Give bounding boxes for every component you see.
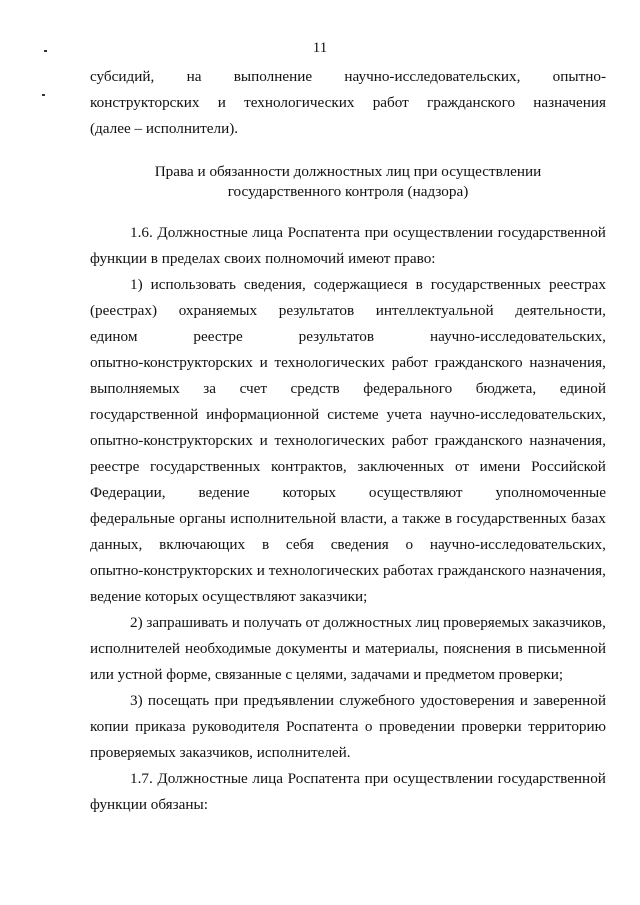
text-line bbox=[90, 324, 606, 350]
word: исполнительной bbox=[230, 510, 337, 527]
word: учета bbox=[386, 406, 423, 423]
word: заказчиков, bbox=[532, 614, 606, 631]
word: заверенной bbox=[533, 692, 606, 709]
word: системе bbox=[327, 406, 379, 423]
word: Федерации, bbox=[90, 484, 166, 501]
paragraph bbox=[90, 766, 606, 818]
word: проверки bbox=[461, 718, 522, 735]
word: использовать bbox=[150, 276, 236, 293]
document-body bbox=[90, 64, 606, 818]
word: работах bbox=[383, 562, 434, 579]
word: технологических bbox=[274, 432, 385, 449]
word: удостоверения bbox=[420, 692, 515, 709]
word: едином bbox=[90, 328, 138, 345]
word: в bbox=[515, 640, 523, 657]
word: и bbox=[231, 614, 240, 631]
word: и bbox=[259, 432, 268, 449]
word: работ bbox=[391, 432, 428, 449]
word: посещать bbox=[147, 692, 210, 709]
word: субсидий, bbox=[90, 68, 155, 85]
word: назначения, bbox=[529, 354, 606, 371]
word: органы bbox=[179, 510, 226, 527]
text-line bbox=[90, 64, 606, 90]
text-line bbox=[90, 298, 606, 324]
text-line bbox=[90, 688, 606, 714]
word: ведение bbox=[198, 484, 250, 501]
word: о bbox=[405, 536, 414, 553]
word: 1.6. bbox=[130, 224, 153, 241]
word: назначения, bbox=[529, 562, 606, 579]
word: реестре bbox=[90, 458, 140, 475]
page-number: 11 bbox=[312, 40, 328, 56]
word: приказа bbox=[135, 718, 186, 735]
word: 1.7. bbox=[130, 770, 153, 787]
word: деятельности, bbox=[515, 302, 606, 319]
word: счет bbox=[239, 380, 268, 397]
word: материалы, bbox=[365, 640, 439, 657]
word: от bbox=[454, 458, 469, 475]
text-line bbox=[90, 90, 606, 116]
text-line bbox=[90, 350, 606, 376]
word: уполномоченные bbox=[495, 484, 606, 501]
word: о bbox=[364, 718, 373, 735]
word: заключенных bbox=[357, 458, 445, 475]
text-line bbox=[90, 480, 606, 506]
word: назначения, bbox=[529, 432, 606, 449]
scan-mark bbox=[42, 94, 45, 96]
word: федерального bbox=[363, 380, 453, 397]
word: и bbox=[256, 562, 265, 579]
word: интеллектуальной bbox=[375, 302, 494, 319]
word: также bbox=[402, 510, 441, 527]
text-line bbox=[90, 636, 606, 662]
word: лиц bbox=[415, 614, 440, 631]
paragraph bbox=[90, 688, 606, 766]
word: конструкторских bbox=[90, 94, 200, 111]
word: власти, bbox=[340, 510, 388, 527]
word: (реестрах) bbox=[90, 302, 158, 319]
word: при bbox=[364, 770, 389, 787]
word: Российской bbox=[531, 458, 606, 475]
word: включающих bbox=[159, 536, 246, 553]
word: осуществляют bbox=[368, 484, 463, 501]
word: запрашивать bbox=[146, 614, 229, 631]
text-line bbox=[90, 610, 606, 636]
text-line: проверяемых заказчиков, исполнителей. bbox=[90, 744, 351, 761]
word: результатов bbox=[278, 302, 355, 319]
word: в bbox=[444, 510, 453, 527]
scan-mark bbox=[44, 50, 47, 52]
word: 3) bbox=[130, 692, 143, 709]
word: сведения, bbox=[243, 276, 306, 293]
word: гражданского bbox=[434, 432, 523, 449]
word: письменной bbox=[527, 640, 606, 657]
text-line bbox=[90, 428, 606, 454]
word: работ bbox=[391, 354, 428, 371]
word: опытно- bbox=[552, 68, 606, 85]
word: опытно-конструкторских bbox=[90, 354, 253, 371]
word: государственной bbox=[497, 224, 606, 241]
word: Должностные bbox=[157, 224, 248, 241]
word: которых bbox=[282, 484, 336, 501]
word: проведении bbox=[379, 718, 455, 735]
word: руководителя bbox=[192, 718, 280, 735]
word: Роспатента bbox=[287, 224, 360, 241]
word: документы bbox=[276, 640, 348, 657]
text-line bbox=[90, 376, 606, 402]
word: гражданского bbox=[427, 94, 516, 111]
word: государственных bbox=[456, 510, 567, 527]
text-line: функции обязаны: bbox=[90, 796, 208, 813]
word: на bbox=[186, 68, 202, 85]
word: необходимые bbox=[184, 640, 272, 657]
word: федеральные bbox=[90, 510, 175, 527]
word: результатов bbox=[298, 328, 375, 345]
text-line: ведение которых осуществляют заказчики; bbox=[90, 588, 368, 605]
word: копии bbox=[90, 718, 129, 735]
word: охраняемых bbox=[178, 302, 258, 319]
text-line bbox=[90, 402, 606, 428]
text-line bbox=[90, 272, 606, 298]
section-heading bbox=[90, 162, 606, 202]
text-line: (далее – исполнители). bbox=[90, 120, 239, 137]
word: территорию bbox=[528, 718, 606, 735]
word: проверяемых bbox=[443, 614, 529, 631]
text-line bbox=[90, 714, 606, 740]
word: а bbox=[391, 510, 399, 527]
word: научно-исследовательских, bbox=[344, 68, 521, 85]
paragraph bbox=[90, 610, 606, 688]
word: научно-исследовательских, bbox=[429, 536, 606, 553]
word: содержащиеся bbox=[313, 276, 408, 293]
word: Должностные bbox=[157, 770, 248, 787]
text-line bbox=[90, 454, 606, 480]
text-line bbox=[90, 220, 606, 246]
word: и bbox=[352, 640, 361, 657]
text-line bbox=[90, 532, 606, 558]
word: технологических bbox=[274, 354, 385, 371]
paragraph bbox=[90, 220, 606, 272]
word: базах bbox=[571, 510, 606, 527]
word: в bbox=[415, 276, 423, 293]
word: данных, bbox=[90, 536, 143, 553]
word: и bbox=[217, 94, 226, 111]
word: осуществлении bbox=[393, 224, 494, 241]
word: научно-исследовательских, bbox=[429, 328, 606, 345]
word: назначения bbox=[533, 94, 606, 111]
word: научно-исследовательских, bbox=[429, 406, 606, 423]
word: бюджета, bbox=[475, 380, 537, 397]
word: лица bbox=[252, 224, 283, 241]
word: технологических bbox=[268, 562, 380, 579]
word: и bbox=[259, 354, 268, 371]
word: информационной bbox=[206, 406, 320, 423]
word: опытно-конструкторских bbox=[90, 432, 253, 449]
word: служебного bbox=[339, 692, 415, 709]
word: Роспатента bbox=[287, 770, 360, 787]
word: выполняемых bbox=[90, 380, 180, 397]
heading-line: Права и обязанности должностных лиц при осуществлении bbox=[154, 163, 542, 180]
word: государственной bbox=[497, 770, 606, 787]
paragraph bbox=[90, 64, 606, 142]
word: за bbox=[203, 380, 217, 397]
word: и bbox=[519, 692, 528, 709]
text-line bbox=[90, 506, 606, 532]
word: гражданского bbox=[437, 562, 526, 579]
word: имени bbox=[479, 458, 521, 475]
paragraph bbox=[90, 272, 606, 610]
word: получать bbox=[243, 614, 302, 631]
word: должностных bbox=[323, 614, 412, 631]
word: контрактов, bbox=[271, 458, 347, 475]
word: от bbox=[305, 614, 320, 631]
word: реестрах bbox=[549, 276, 606, 293]
word: осуществлении bbox=[393, 770, 494, 787]
text-line bbox=[90, 558, 606, 584]
word: себя bbox=[285, 536, 314, 553]
word: работ bbox=[372, 94, 409, 111]
heading-line: государственного контроля (надзора) bbox=[227, 183, 469, 200]
text-line: или устной форме, связанные с целями, задачами и предметом проверки; bbox=[90, 666, 564, 683]
word: в bbox=[261, 536, 270, 553]
word: опытно-конструкторских bbox=[90, 562, 253, 579]
word: 1) bbox=[130, 276, 143, 293]
text-line bbox=[90, 766, 606, 792]
word: реестре bbox=[193, 328, 243, 345]
word: средств bbox=[290, 380, 340, 397]
word: пояснения bbox=[443, 640, 511, 657]
word: государственной bbox=[90, 406, 199, 423]
word: при bbox=[364, 224, 389, 241]
word: Роспатента bbox=[285, 718, 359, 735]
word: исполнителей bbox=[90, 640, 181, 657]
word: единой bbox=[559, 380, 606, 397]
word: предъявлении bbox=[243, 692, 335, 709]
word: гражданского bbox=[434, 354, 523, 371]
text-line: функции в пределах своих полномочий имеют право: bbox=[90, 250, 436, 267]
word: государственных bbox=[150, 458, 261, 475]
word: выполнение bbox=[233, 68, 313, 85]
word: при bbox=[214, 692, 239, 709]
word: лица bbox=[252, 770, 283, 787]
word: сведения bbox=[330, 536, 389, 553]
word: государственных bbox=[430, 276, 542, 293]
word: технологических bbox=[244, 94, 355, 111]
word: 2) bbox=[130, 614, 143, 631]
